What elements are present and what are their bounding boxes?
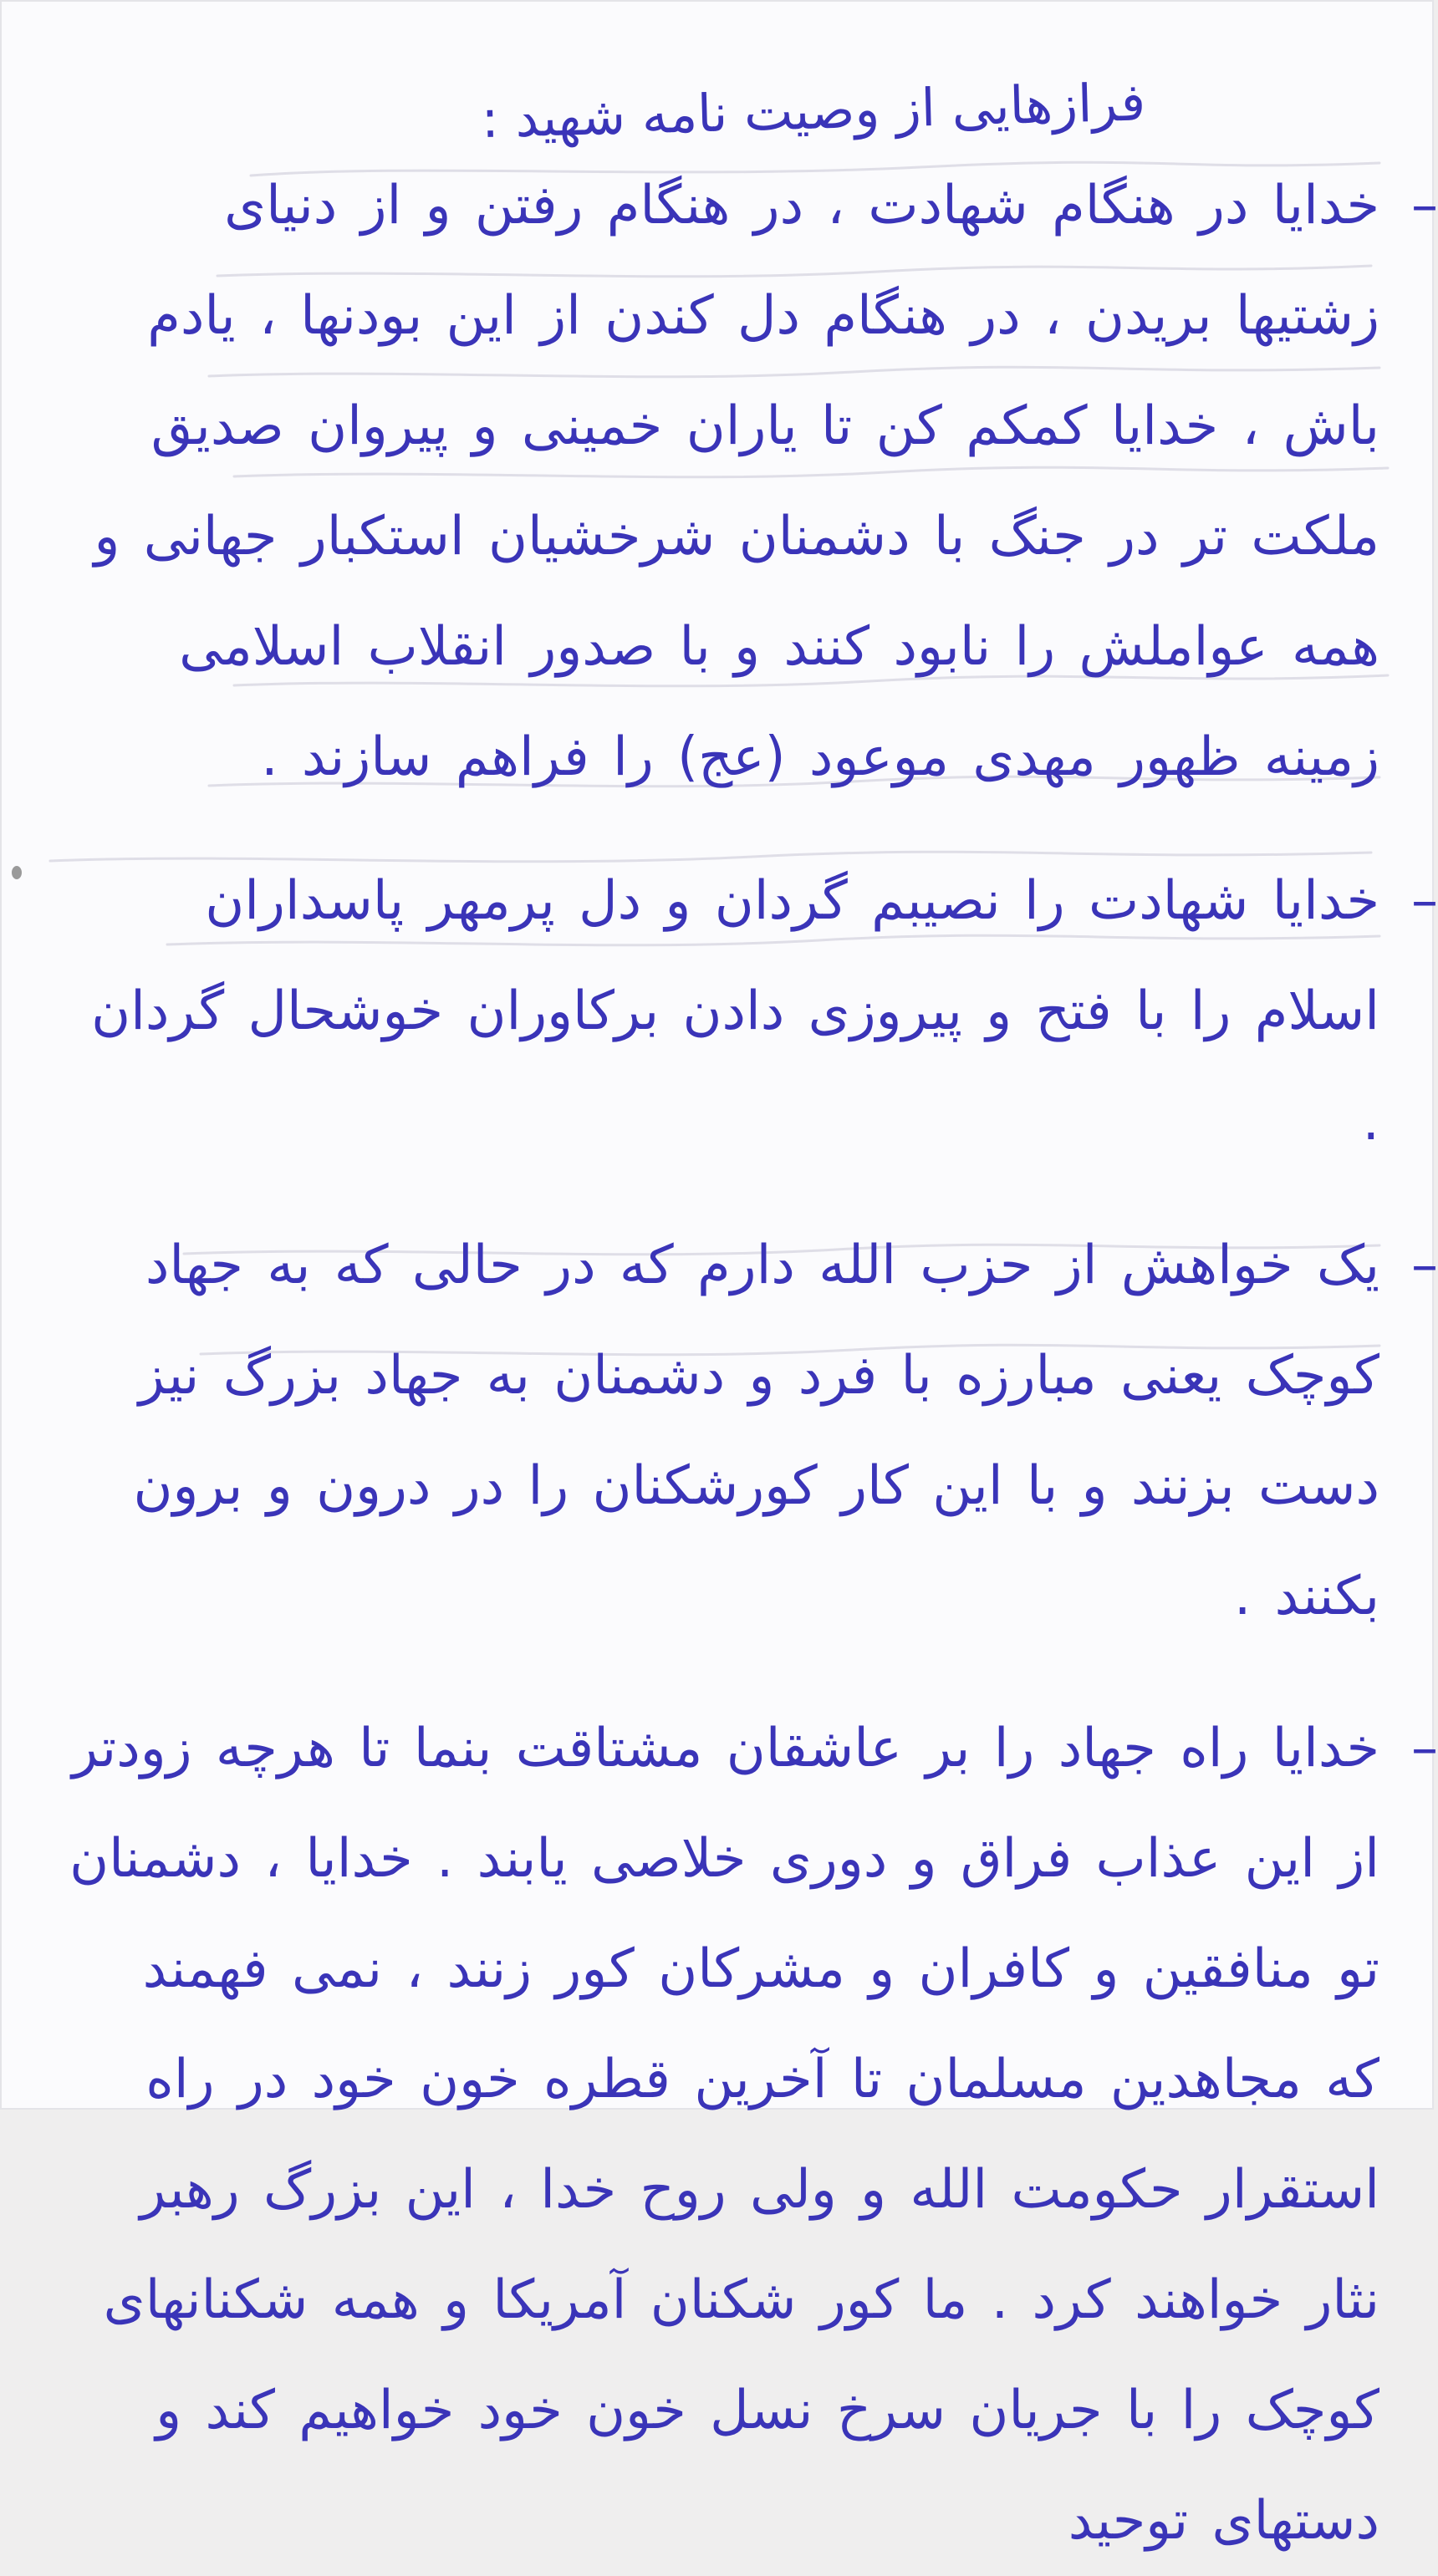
bullet-dash: – (1411, 870, 1438, 932)
paragraph-1-text: خدایا در هنگام شهادت ، در هنگام رفتن و از دنیای زشتیها بریدن ، در هنگام دل کندن از این بودنها ، یادم باش ، خدایا کمکم کن تا یاران خمینی و پیروان صدیق ملکت تر در جنگ با دشمنان شرخشیان استکبار جهانی و همه عواملش را نابود کنند و با صدور انقلاب اسلامی زمینه ظهور مهدی موعود (عج) را فراهم سازند . (94, 175, 1379, 788)
paragraph-1 (67, 150, 1438, 812)
paragraph-3 (67, 1210, 1438, 1652)
paragraph-3-text: یک خواهش از حزب الله دارم که در حالی که به جهاد کوچک یعنی مبارزه با فرد و دشمنان به جهاد بزرگ نیز دست بزنند و با این کار کورشکنان را در درون و برون بکنند . (133, 1235, 1379, 1627)
bullet-dash: – (1411, 175, 1438, 237)
paragraph-2-text: خدایا شهادت را نصیبم گردان و دل پرمهر پاسداران اسلام را با فتح و پیروزی دادن برکاوران خوشحال گردان . (91, 870, 1379, 1153)
paragraph-2 (67, 846, 1438, 1177)
bullet-dash: – (1411, 1718, 1438, 1779)
bullet-dash: – (1411, 1235, 1438, 1296)
paragraph-4-text: خدایا راه جهاد را بر عاشقان مشتاقت بنما تا هرچه زودتر از این عذاب فراق و دوری خلاصی یابند . خدایا ، دشمنان تو منافقین و کافران و مشرکان کور زنند ، نمی فهمند که مجاهدین مسلمان تا آخرین قطره خون خود در راه استقرار حکومت الله و ولی روح خدا ، این بزرگ رهبر نثار خواهند کرد . ما کور شکنان آمریکا و همه شکنانهای کوچک را با جریان سرخ نسل خون خود خواهیم کند و دستهای توحید (69, 1718, 1379, 2552)
handwritten-letter (67, 50, 1438, 2576)
staple-hole (12, 866, 22, 879)
paragraph-4 (67, 1693, 1438, 2576)
letter-heading: فرازهایی از وصیت نامه شهید : (480, 71, 1147, 150)
